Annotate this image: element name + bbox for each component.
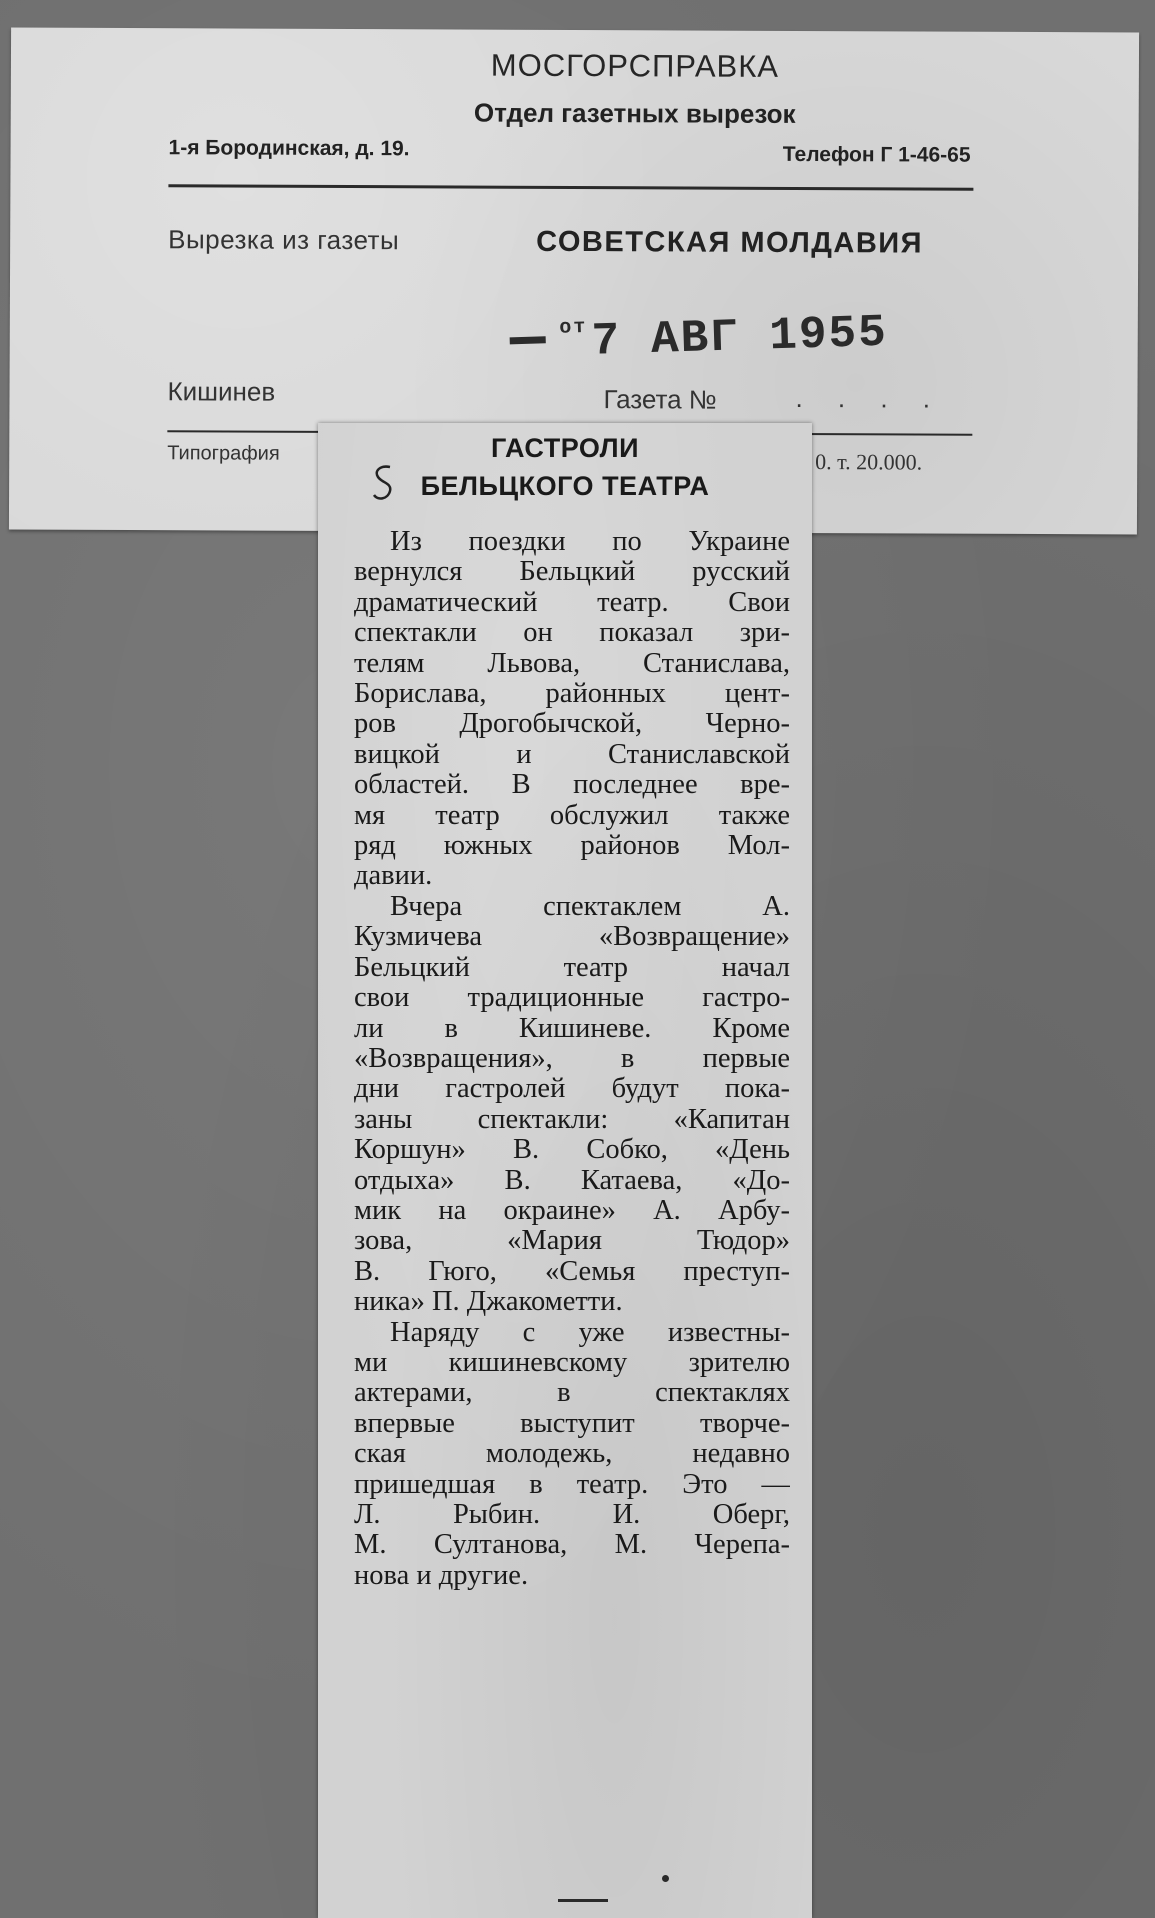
article-line: заны спектакли: «Капитан [354, 1104, 790, 1135]
article-line: драматический театр. Свои [354, 587, 790, 618]
article-line: зова, «Мария Тюдор» [354, 1226, 790, 1257]
headline-line-2: БЕЛЬЦКОГО ТЕАТРА [420, 471, 710, 501]
department-name: Отдел газетных вырезок [473, 97, 796, 129]
newspaper-name: СОВЕТСКАЯ МОЛДАВИЯ [536, 225, 924, 260]
circulation-note: 0. т. 20.000. [815, 449, 923, 475]
article-line: ская молодежь, недавно [354, 1439, 790, 1470]
issue-number-label: Газета № [603, 384, 717, 415]
article-line: ров Дрогобычской, Черно- [354, 709, 790, 740]
article-line: вернулся Бельцкий русский [354, 557, 790, 588]
print-speck [662, 1875, 669, 1882]
article-line: ряд южных районов Мол- [354, 831, 790, 862]
article-line: Из поездки по Украине [390, 527, 790, 557]
headline-line-1: ГАСТРОЛИ [490, 433, 640, 463]
stamp-prefix: от [559, 315, 588, 340]
office-address: 1-я Бородинская, д. 19. [168, 136, 410, 161]
article-line: М. Султанова, М. Черепа- [354, 1530, 790, 1561]
article-line: телям Львова, Станислава, [354, 648, 790, 679]
article-line: отдыха» В. Катаева, «До- [354, 1165, 790, 1196]
clipping-source-label: Вырезка из газеты [168, 224, 400, 256]
article-line: нова и другие. [354, 1560, 529, 1591]
article-line: пришедшая в театр. Это — [354, 1469, 790, 1500]
newspaper-clipping [318, 423, 812, 1918]
article-line: ми кишиневскому зрителю [354, 1347, 790, 1378]
article-line: ника» П. Джакометти. [354, 1287, 623, 1318]
article-line: Кузмичева «Возвращение» [354, 922, 790, 953]
article-line: свои традиционные гастро- [354, 983, 790, 1014]
article-line: Л. Рыбин. И. Оберг, [354, 1500, 790, 1530]
article-line: областей. В последнее вре- [354, 770, 790, 801]
article-line: ли в Кишиневе. Кроме [354, 1013, 790, 1044]
article-line: вицкой и Станиславской [354, 739, 790, 770]
organization-name: МОСГОРСПРАВКА [490, 47, 780, 84]
article-line: Вчера спектаклем А. [390, 891, 790, 922]
header-rule [168, 184, 973, 191]
article-line: Бельцкий театр начал [354, 952, 790, 983]
article-line: В. Гюго, «Семья преступ- [354, 1256, 790, 1287]
stamp-dash [510, 337, 546, 345]
article-line: актерами, в спектаклях [354, 1378, 790, 1409]
article-line: мик на окраине» А. Арбу- [354, 1195, 790, 1226]
article-line: мя театр обслужил также [354, 800, 790, 831]
date-stamp [509, 307, 888, 371]
city-name: Кишинев [167, 376, 276, 407]
printing-label: Типография [167, 442, 280, 465]
article-line: Наряду с уже известны- [390, 1317, 790, 1348]
stamp-date: 7 АВГ 1955 [591, 306, 889, 368]
article-line: спектакли он показал зри- [354, 618, 790, 649]
office-phone: Телефон Г 1-46-65 [782, 142, 971, 167]
article-end-rule [558, 1899, 608, 1902]
article-line: дни гастролей будут пока- [354, 1074, 790, 1105]
article-line: «Возвращения», в первые [354, 1043, 790, 1074]
issue-number-blank: . . . . [795, 382, 945, 414]
article-line: давии. [354, 861, 433, 892]
article-line: впервые выступит творче- [354, 1408, 790, 1439]
article-line: Коршун» В. Собко, «День [354, 1135, 790, 1166]
article-body [354, 527, 790, 1591]
article-line: Борислава, районных цент- [354, 679, 790, 710]
